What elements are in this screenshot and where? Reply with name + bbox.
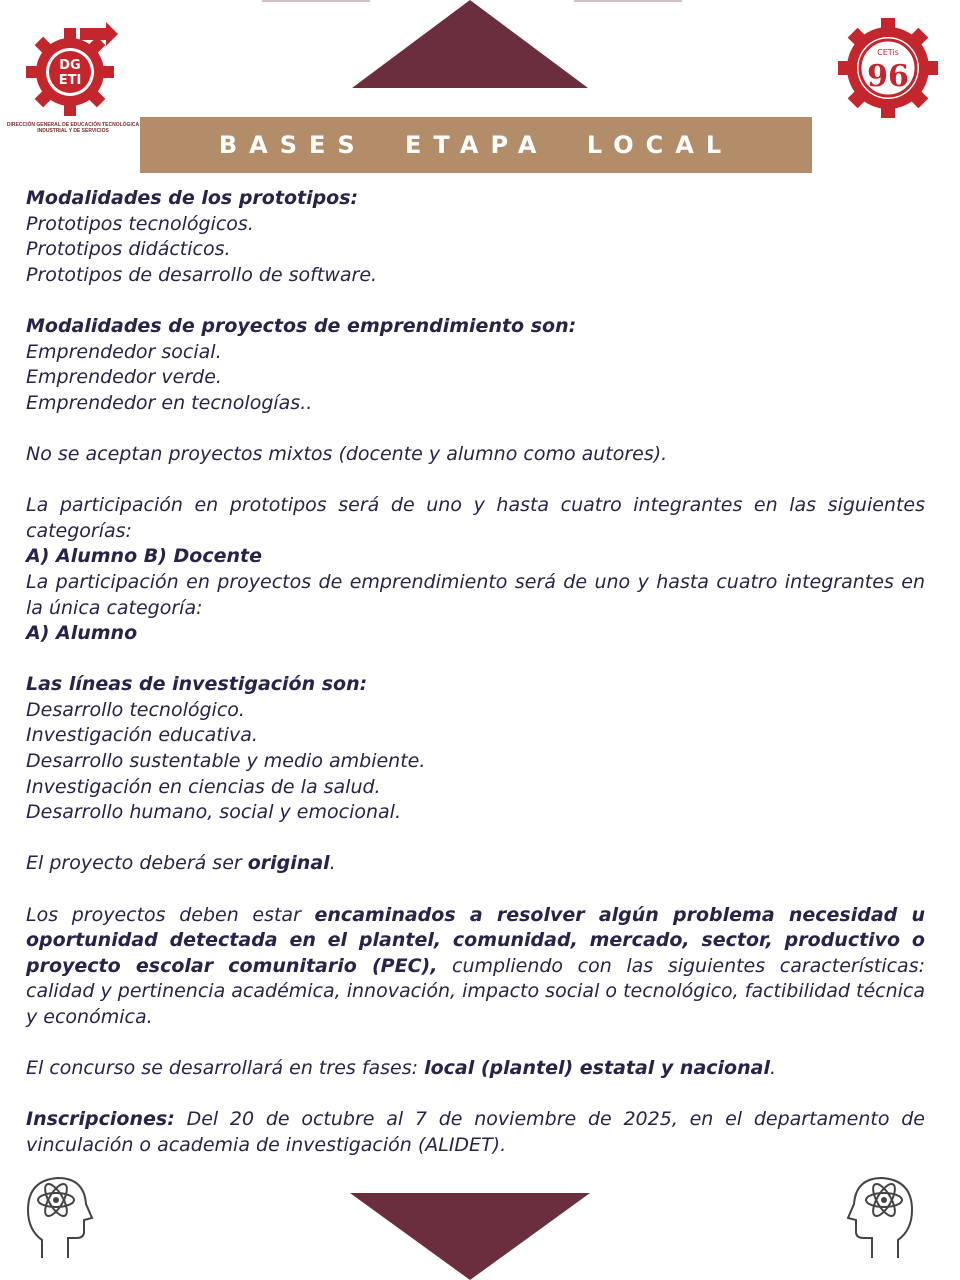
list-item: Desarrollo humano, social y emocional.: [26, 801, 401, 824]
list-item: Emprendedor verde.: [26, 366, 222, 389]
inscripciones-label: Inscripciones:: [26, 1108, 175, 1131]
emprendimiento-heading: Modalidades de proyectos de emprendimiento son:: [26, 314, 577, 337]
top-divider-left: [262, 0, 370, 2]
dgeti-caption: DIRECCIÓN GENERAL DE EDUCACIÓN TECNOLÓGICA INDUSTRIAL Y DE SERVICIOS: [6, 122, 140, 134]
list-item: Investigación educativa.: [26, 724, 258, 747]
title-banner: [140, 117, 812, 173]
svg-text:DG: DG: [59, 58, 81, 73]
top-divider-right: [574, 0, 682, 2]
problema-suffix: cumpliendo con las siguientes características: calidad y pertinencia académica, innovación, impacto social o tecnológico, factibilidad técnica y económica.: [26, 954, 925, 1028]
original-bold: original: [247, 852, 330, 875]
inscripciones-text: Del 20 de octubre al 7 de noviembre de 2025, en el departamento de vinculación o academia de investigación (ALIDET).: [26, 1108, 925, 1156]
prototipos-heading: Modalidades de los prototipos:: [26, 187, 359, 209]
problema-prefix: Los proyectos deben estar: [26, 903, 315, 926]
dgeti-logo: [6, 22, 140, 140]
list-item: Desarrollo sustentable y medio ambiente.: [26, 750, 426, 773]
svg-text:96: 96: [867, 59, 909, 94]
head-atom-icon-left: [18, 1170, 98, 1260]
head-atom-icon-right: [842, 1170, 922, 1260]
mixtos-note: No se aceptan proyectos mixtos (docente y alumno como autores).: [26, 442, 668, 465]
fases-paragraph: [26, 1056, 925, 1082]
inscripciones-paragraph: [26, 1107, 925, 1158]
fases-suffix: .: [769, 1057, 777, 1080]
page-title: BASES ETAPA LOCAL: [218, 131, 734, 159]
fases-bold: local (plantel) estatal y nacional: [424, 1057, 770, 1080]
problema-paragraph: [26, 903, 925, 1031]
list-item: Desarrollo tecnológico.: [26, 698, 245, 721]
lineas-heading: Las líneas de investigación son:: [26, 673, 368, 696]
original-prefix: El proyecto deberá ser: [26, 852, 248, 875]
list-item: Prototipos didácticos.: [26, 238, 231, 261]
problema-bold: encaminados a resolver algún problema necesidad u oportunidad detectada en el plantel, comunidad, mercado, sector, productivo o proyecto escolar comunitario (PEC),: [26, 903, 926, 977]
original-paragraph: [26, 851, 925, 877]
original-suffix: .: [329, 852, 336, 875]
list-item: Emprendedor social.: [26, 340, 222, 363]
main-content: [26, 186, 925, 1159]
participacion-emprendimiento-categorias: A) Alumno: [26, 622, 138, 645]
svg-text:ETI: ETI: [58, 73, 82, 88]
participacion-emprendimiento: La participación en proyectos de emprendimiento será de uno y hasta cuatro integrantes en la única categoría:: [26, 570, 925, 619]
list-item: Prototipos tecnológicos.: [26, 212, 254, 235]
svg-text:CETis: CETis: [877, 48, 899, 57]
list-item: Investigación en ciencias de la salud.: [26, 775, 381, 798]
top-triangle-decoration: [352, 0, 588, 88]
list-item: Prototipos de desarrollo de software.: [26, 263, 378, 286]
fases-prefix: El concurso se desarrollará en tres fases:: [26, 1057, 425, 1080]
participacion-prototipos: La participación en prototipos será de uno y hasta cuatro integrantes en las siguientes categorías:: [26, 494, 925, 542]
participacion-prototipos-categorias: A) Alumno B) Docente: [26, 545, 262, 568]
list-item: Emprendedor en tecnologías..: [26, 391, 313, 414]
cetis-96-logo: [836, 16, 940, 120]
cetis-gear-icon: [836, 16, 940, 120]
gear-arrow-icon: [6, 22, 140, 122]
bottom-triangle-decoration: [350, 1193, 590, 1280]
